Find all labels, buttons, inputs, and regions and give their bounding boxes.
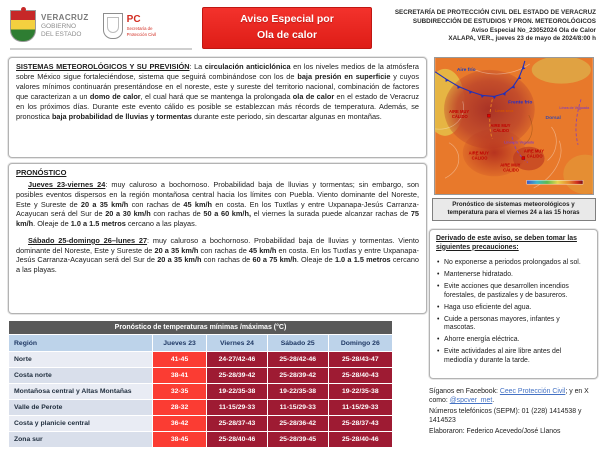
text-run: y cuyos valores mínimos continuarán presentándose en el noreste, este y sureste del territorio nacional, combinación de factores que caracterizan a un xyxy=(16,71,419,101)
text-run: 50 a 60 km/h, xyxy=(203,209,251,219)
temp-cell: 19-22/35-38 xyxy=(267,384,328,400)
veracruz-logo-line2: GOBIERNO xyxy=(41,22,77,30)
systems-overview-box xyxy=(8,57,427,158)
text-run: 45 km/h xyxy=(248,245,277,255)
weather-map xyxy=(434,57,594,195)
region-cell: Zona sur xyxy=(9,432,153,448)
veracruz-logo-line3: DEL ESTADO xyxy=(41,31,82,38)
precaution-item: • Cuide a personas mayores, infantes y mascotas. xyxy=(436,316,591,334)
text-run: : La xyxy=(189,62,205,71)
org-line4: XALAPA, VER., jueves 23 de mayo de 2024/8:00 h xyxy=(448,35,596,43)
map-label-aire-muy-calido: CÁLIDO xyxy=(471,155,487,161)
phone-numbers-line: Números telefónicos (SEPM): 01 (228) 1414538 y 1414523 xyxy=(429,407,582,425)
region-cell: Costa norte xyxy=(9,368,153,384)
text-run: en los niveles medios de la atmósfera sobre México sigue fortaleciéndose, sistema que seguirá combinándose con los de xyxy=(16,62,419,81)
precaution-item: • No exponerse a periodos prolongados al sol. xyxy=(436,259,591,268)
text-run: cercano a las playas. xyxy=(125,219,197,229)
temp-cell: 19-22/35-38 xyxy=(207,384,268,400)
text-run: . Oleaje de xyxy=(296,255,335,265)
text-run: ; y en X como: xyxy=(429,387,589,405)
text-run: Síganos en Facebook: xyxy=(429,387,500,395)
forecast-paragraph-thu-fri xyxy=(16,180,419,229)
temp-cell: 25-28/37-43 xyxy=(328,416,392,432)
authors-line: Elaboraron: Federico Acevedo/José Llanos xyxy=(429,427,561,435)
map-label-aire-frio: Aire frío xyxy=(456,67,476,73)
text-run: 1.0 a 1.5 metros xyxy=(70,219,126,229)
advisory-title-line1: Aviso Especial por xyxy=(240,13,334,26)
veracruz-logo xyxy=(10,10,89,42)
temp-cell: 36-42 xyxy=(153,416,207,432)
veracruz-logo-text xyxy=(41,13,89,39)
table-row xyxy=(9,400,393,416)
text-run: con rachas de xyxy=(150,209,204,219)
temp-cell: 19-22/35-38 xyxy=(328,384,392,400)
precautions-box xyxy=(429,229,598,379)
heat-marker-icon xyxy=(521,157,524,160)
table-row xyxy=(9,432,393,448)
table-row xyxy=(9,416,393,432)
text-run: baja probabilidad de lluvias y tormentas xyxy=(51,111,192,121)
precaution-item: • Evite actividades al aire libre antes del mediodía y durante la tarde. xyxy=(436,348,591,366)
text-run: en costa. En los Tuxtlas y entre Uxpanapa-Jesús Carranza-Acayucan será del Sur de xyxy=(16,245,420,265)
social-media-line xyxy=(429,387,598,406)
document-header xyxy=(0,0,600,52)
text-run: 20 a 35 km/h xyxy=(154,245,199,255)
text-run: con rachas de xyxy=(198,245,249,255)
temp-cell: 11-15/29-33 xyxy=(328,400,392,416)
left-column xyxy=(8,52,427,448)
temp-cell: 25-28/39-42 xyxy=(207,368,268,384)
temp-cell: 38-45 xyxy=(153,432,207,448)
text-run: circulación anticiclónica xyxy=(204,62,291,71)
temp-cell: 41-45 xyxy=(153,352,207,368)
temp-cell: 25-28/39-42 xyxy=(267,368,328,384)
text-run: , el cual hará que se mantenga la prolongada xyxy=(140,91,293,101)
column-header-viernes: Viernes 24 xyxy=(207,335,268,352)
text-run: cercano a las playas. xyxy=(16,255,420,275)
heat-marker-icon xyxy=(487,114,490,117)
precautions-heading: Derivado de este aviso, se deben tomar las siguientes precauciones: xyxy=(436,234,577,251)
text-run: . xyxy=(492,397,495,405)
text-run: domo de calor xyxy=(89,91,141,101)
table-title: Pronóstico de temperaturas mínimas /máximas (°C) xyxy=(9,321,393,335)
temp-cell: 38-41 xyxy=(153,368,207,384)
text-run: el viernes la surada puede alcanzar rachas de xyxy=(251,209,411,219)
text-run: Jueves 23-viernes 24 xyxy=(28,179,106,189)
temp-cell: 25-28/42-46 xyxy=(267,352,328,368)
region-cell: Montañosa central y Altas Montañas xyxy=(9,384,153,400)
map-label-aire-muy-calido: AIRE MUY xyxy=(448,109,469,115)
map-label-aire-muy-calido: CÁLIDO xyxy=(492,127,509,133)
map-label-dorsal: Dorsal xyxy=(545,116,561,122)
temp-cell: 32-35 xyxy=(153,384,207,400)
temp-cell: 25-28/40-46 xyxy=(328,432,392,448)
column-header-sabado: Sábado 25 xyxy=(267,335,328,352)
text-run: 60 a 75 km/h xyxy=(252,255,297,265)
text-run: con rachas de xyxy=(128,199,184,209)
advisory-title-banner xyxy=(202,7,372,49)
forecast-heading: PRONÓSTICO xyxy=(16,168,67,177)
link[interactable]: @spcver_met xyxy=(449,397,493,405)
text-run: baja presión en superficie xyxy=(297,71,391,81)
systems-paragraph xyxy=(16,62,419,122)
table-title-row xyxy=(9,321,393,335)
text-run: : muy caluroso a bochornoso. Probabilidad baja de lluvias y tormentas. Viento dominante del Noreste, Este y Sureste de xyxy=(16,235,419,255)
precaution-item: • Mantenerse hidratado. xyxy=(436,271,591,280)
text-run: 20 a 30 km/h xyxy=(105,209,151,219)
precaution-item: • Haga uso eficiente del agua. xyxy=(436,304,591,313)
pc-shield-icon xyxy=(103,13,123,39)
text-run: con rachas de xyxy=(201,255,253,265)
temp-cell: 11-15/29-33 xyxy=(267,400,328,416)
forecast-paragraph-sat-mon xyxy=(16,236,419,275)
link[interactable]: Ceec Protección Civil xyxy=(499,387,566,395)
map-caption: Pronóstico de sistemas meteorológicos y temperatura para el viernes 24 a las 15 horas xyxy=(432,198,596,221)
text-run: en costa. En los Tuxtlas y entre Uxpanapa-Jesús Carranza-Acayucan será del Sur de xyxy=(16,199,419,219)
pc-logo-abbr: PC xyxy=(126,14,141,26)
temp-cell: 25-28/43-47 xyxy=(328,352,392,368)
text-run: . Oleaje de xyxy=(33,219,71,229)
region-cell: Costa y planicie central xyxy=(9,416,153,432)
map-label-aire-muy-calido: AIRE MUY xyxy=(523,148,544,154)
org-line3: Aviso Especial No_23052024 Ola de Calor xyxy=(471,26,596,34)
text-run: SISTEMAS METEOROLÓGICOS Y SU PREVISIÓN xyxy=(16,62,190,71)
map-label-frente-frio: Frente frío xyxy=(507,100,532,106)
weather-map-image xyxy=(435,58,593,194)
table-header-row xyxy=(9,335,393,352)
temp-cell: 25-28/39-45 xyxy=(267,432,328,448)
main-content xyxy=(0,52,600,448)
text-run: 75 km/h xyxy=(16,209,420,229)
advisory-title-line2: Ola de calor xyxy=(256,29,318,41)
org-line2: SUBDIRECCIÓN DE ESTUDIOS Y PRON. METEOROLÓGICOS xyxy=(412,17,596,25)
veracruz-logo-line1: VERACRUZ xyxy=(41,12,89,22)
map-label-linea-vaguada: Línea de Vaguada xyxy=(503,140,534,145)
temp-cell: 25-28/40-46 xyxy=(207,432,268,448)
text-run: 1.0 a 1.5 metros xyxy=(334,255,391,265)
temp-cell: 11-15/29-33 xyxy=(207,400,268,416)
text-run: : muy caluroso a bochornoso. Probabilidad baja de lluvias y tormentas; sin embargo, son posibles eventos dispersos en la región montañosa central hacia los límites con Puebla. Viento dominante del Noreste, Este y Sureste de xyxy=(16,179,419,209)
map-label-aire-muy-calido: AIRE MUY xyxy=(489,122,511,128)
precautions-list xyxy=(436,259,591,367)
org-line1: SECRETARÍA DE PROTECCIÓN CIVIL DEL ESTADO DE VERACRUZ xyxy=(394,9,596,16)
table-row xyxy=(9,352,393,368)
table-row xyxy=(9,384,393,400)
column-header-region: Región xyxy=(9,335,153,352)
region-cell: Valle de Perote xyxy=(9,400,153,416)
veracruz-coat-of-arms-icon xyxy=(10,10,36,42)
temp-cell: 24-27/42-46 xyxy=(207,352,268,368)
text-run: Sábado 25-domingo 26–lunes 27 xyxy=(28,235,148,245)
forecast-box xyxy=(8,163,427,314)
temperature-scale-bar xyxy=(526,180,582,184)
org-info xyxy=(372,4,596,44)
map-label-aire-muy-calido: CÁLIDO xyxy=(451,114,468,120)
map-label-aire-muy-calido: CÁLIDO xyxy=(526,153,543,159)
pc-logo-subtitle: Secretaría de Protección Civil xyxy=(126,26,157,37)
temp-cell: 25-28/36-42 xyxy=(267,416,328,432)
text-run: 45 km/h xyxy=(183,199,212,209)
contact-footer xyxy=(429,387,598,437)
temp-cell: 28-32 xyxy=(153,400,207,416)
text-run: 20 a 35 km/h xyxy=(80,199,129,209)
region-cell: Norte xyxy=(9,352,153,368)
right-column xyxy=(429,52,598,448)
map-label-aire-muy-calido: AIRE MUY xyxy=(499,162,520,168)
column-header-jueves: Jueves 23 xyxy=(153,335,207,352)
map-label-aire-muy-calido: AIRE MUY xyxy=(468,150,489,156)
text-run: 20 a 35 km/h xyxy=(157,255,202,265)
temp-cell: 25-28/37-43 xyxy=(207,416,268,432)
logo-group xyxy=(10,4,192,50)
text-run: en el estado de Veracruz en los próximos días. Durante este evento cálido es posible se establezcan más récords de temperatura. Además, se pronostica xyxy=(16,91,419,121)
temp-cell: 25-28/40-43 xyxy=(328,368,392,384)
precaution-item: • Ahorre energía eléctrica. xyxy=(436,336,591,345)
table-row xyxy=(9,368,393,384)
text-run: ola de calor xyxy=(292,91,335,101)
column-header-domingo: Domingo 26 xyxy=(328,335,392,352)
text-run: durante este periodo, sin descartar algunas en montañas. xyxy=(191,111,382,121)
proteccion-civil-logo xyxy=(103,10,167,42)
pc-logo-text xyxy=(127,15,167,37)
map-label-aire-muy-calido: CÁLIDO xyxy=(502,167,519,173)
map-label-linea-seca: Línea seca xyxy=(494,109,513,114)
map-label-linea-vaguada-east: Línea de Vaguada xyxy=(558,106,589,111)
precaution-item: • Evite acciones que desarrollen incendios forestales, de pastizales y de basureros. xyxy=(436,283,591,301)
temperature-forecast-table xyxy=(8,320,393,448)
